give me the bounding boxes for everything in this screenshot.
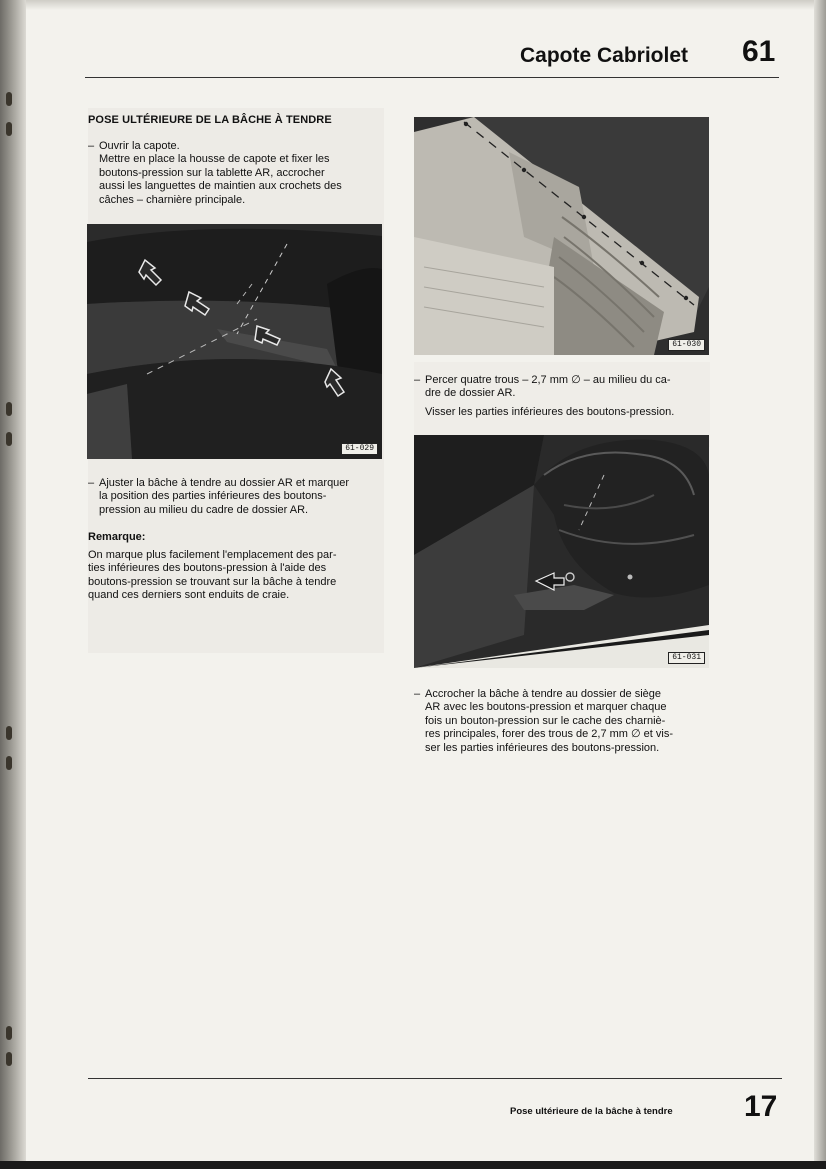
remark-body bbox=[88, 549, 384, 603]
binding-ring bbox=[6, 1052, 12, 1066]
binding-ring bbox=[6, 92, 12, 106]
step-line: câches – charnière principale. bbox=[99, 193, 246, 206]
figure-61-031 bbox=[414, 435, 709, 668]
step-line: Ajuster la bâche à tendre au dossier AR et marquer bbox=[99, 477, 350, 489]
figure-61-030-image bbox=[414, 117, 709, 355]
step-dash: – bbox=[88, 140, 95, 152]
figure-ref-label: 61-029 bbox=[341, 443, 378, 455]
header-divider bbox=[85, 77, 779, 78]
page-bottom-edge bbox=[0, 1161, 826, 1169]
footer-page-title: Pose ultérieure de la bâche à tendre bbox=[510, 1106, 673, 1117]
step-line: Mettre en place la housse de capote et fixer les bbox=[99, 153, 330, 166]
step-dash: – bbox=[88, 477, 95, 489]
remark-title: Remarque: bbox=[88, 531, 146, 543]
remark-line: boutons-pression se trouvant sur la bâche à tendre bbox=[88, 575, 337, 588]
step-line: fois un bouton-pression sur le cache des charniè- bbox=[425, 714, 666, 727]
step-dash: – bbox=[414, 688, 421, 700]
binding-ring bbox=[6, 1026, 12, 1040]
binding-edge bbox=[0, 0, 26, 1169]
step-item bbox=[88, 477, 384, 517]
figure-ref-label: 61-031 bbox=[668, 652, 705, 664]
chapter-title: Capote Cabriolet bbox=[520, 44, 689, 67]
step-dash: – bbox=[414, 374, 421, 386]
page-right-edge bbox=[814, 0, 826, 1169]
step-line: ser les parties inférieures des boutons-pression. bbox=[425, 741, 660, 754]
figure-ref-label: 61-030 bbox=[668, 339, 705, 351]
chapter-number: 61 bbox=[742, 35, 776, 68]
step-line: res principales, forer des trous de 2,7 mm ∅ et vis- bbox=[425, 728, 674, 741]
step-line: pression au milieu du cadre de dossier AR. bbox=[99, 503, 309, 516]
remark-line: quand ces derniers sont enduits de craie. bbox=[88, 589, 290, 602]
step-line: dre de dossier AR. bbox=[425, 387, 516, 400]
step-item bbox=[414, 374, 710, 401]
binding-ring bbox=[6, 122, 12, 136]
binding-ring bbox=[6, 432, 12, 446]
footer-page-number: 17 bbox=[744, 1090, 778, 1123]
page-top-shadow bbox=[0, 0, 826, 10]
figure-61-029 bbox=[87, 224, 382, 459]
remark-line: ties inférieures des boutons-pression à l'aide des bbox=[88, 562, 327, 575]
binding-ring bbox=[6, 402, 12, 416]
section-title: POSE ULTÉRIEURE DE LA BÂCHE À TENDRE bbox=[88, 114, 332, 126]
step-line: Accrocher la bâche à tendre au dossier de siège bbox=[425, 688, 662, 700]
footer-divider bbox=[88, 1078, 782, 1079]
step-line: Ouvrir la capote. bbox=[99, 140, 180, 152]
step-line: AR avec les boutons-pression et marquer chaque bbox=[425, 701, 667, 714]
step-item bbox=[88, 140, 384, 207]
screw-instruction: Visser les parties inférieures des boutons-pression. bbox=[425, 406, 675, 418]
step-line: boutons-pression sur la tablette AR, accrocher bbox=[99, 166, 325, 179]
step-line: aussi les languettes de maintien aux crochets des bbox=[99, 180, 342, 193]
binding-ring bbox=[6, 756, 12, 770]
binding-ring bbox=[6, 726, 12, 740]
step-line: la position des parties inférieures des boutons- bbox=[99, 490, 327, 503]
figure-61-031-image bbox=[414, 435, 709, 668]
step-item bbox=[414, 688, 710, 755]
figure-61-030 bbox=[414, 117, 709, 355]
figure-61-029-image bbox=[87, 224, 382, 459]
step-line: Percer quatre trous – 2,7 mm ∅ – au milieu du ca- bbox=[425, 374, 671, 386]
remark-line: On marque plus facilement l'emplacement des par- bbox=[88, 549, 337, 561]
